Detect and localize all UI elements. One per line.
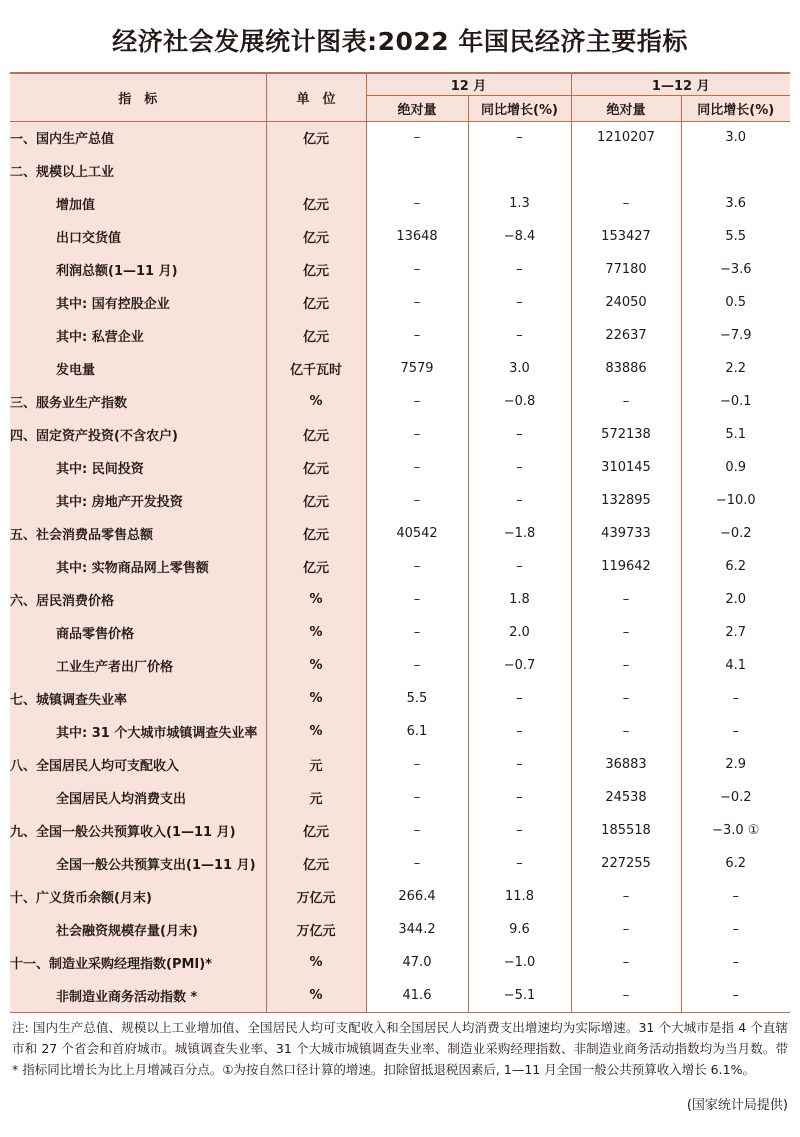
indicator-name: 出口交货值 [10, 220, 266, 253]
december-absolute-cell: 41.6 [366, 979, 468, 1012]
table-row [10, 682, 790, 715]
indicator-name: 五、社会消费品零售总额 [10, 517, 266, 550]
ytd-yoy-cell: −0.2 [681, 781, 790, 814]
december-absolute-cell: – [366, 847, 468, 880]
december-yoy-cell: – [468, 814, 571, 847]
indicator-name: 非制造业商务活动指数 * [10, 979, 266, 1012]
december-absolute-cell: – [366, 418, 468, 451]
ytd-absolute-cell: – [571, 913, 681, 946]
december-yoy-cell: – [468, 451, 571, 484]
table-row [10, 979, 790, 1012]
december-absolute-cell [366, 154, 468, 187]
ytd-absolute-cell: 22637 [571, 319, 681, 352]
table-row [10, 649, 790, 682]
unit-cell: % [266, 649, 366, 682]
ytd-yoy-cell: – [681, 880, 790, 913]
december-yoy-cell: 2.0 [468, 616, 571, 649]
december-yoy-cell: – [468, 781, 571, 814]
table-row [10, 517, 790, 550]
ytd-absolute-cell: 185518 [571, 814, 681, 847]
unit-cell: 万亿元 [266, 880, 366, 913]
december-yoy-cell: – [468, 847, 571, 880]
ytd-yoy-cell: 2.9 [681, 748, 790, 781]
table-row [10, 154, 790, 187]
ytd-absolute-cell: – [571, 583, 681, 616]
ytd-yoy-cell: 4.1 [681, 649, 790, 682]
ytd-absolute-cell: 572138 [571, 418, 681, 451]
ytd-absolute-cell: 1210207 [571, 121, 681, 154]
december-absolute-cell: 266.4 [366, 880, 468, 913]
ytd-absolute-cell: – [571, 979, 681, 1012]
december-yoy-cell: – [468, 121, 571, 154]
december-absolute-cell: 13648 [366, 220, 468, 253]
ytd-yoy-cell: 5.5 [681, 220, 790, 253]
ytd-yoy-cell: – [681, 946, 790, 979]
indicator-name: 九、全国一般公共预算收入(1—11 月) [10, 814, 266, 847]
table-row [10, 451, 790, 484]
ytd-yoy-cell: 2.7 [681, 616, 790, 649]
table-row [10, 583, 790, 616]
ytd-absolute-cell [571, 154, 681, 187]
indicator-name: 其中: 私营企业 [10, 319, 266, 352]
ytd-yoy-cell: 2.0 [681, 583, 790, 616]
ytd-yoy-cell: 5.1 [681, 418, 790, 451]
ytd-yoy-cell: −0.1 [681, 385, 790, 418]
unit-cell: 亿元 [266, 253, 366, 286]
december-absolute-cell: – [366, 484, 468, 517]
december-absolute-cell: – [366, 187, 468, 220]
indicator-name: 全国居民人均消费支出 [10, 781, 266, 814]
ytd-yoy-cell: 3.0 [681, 121, 790, 154]
december-absolute-cell: – [366, 451, 468, 484]
ytd-absolute-cell: – [571, 616, 681, 649]
ytd-yoy-cell: −0.2 [681, 517, 790, 550]
december-absolute-cell: – [366, 781, 468, 814]
december-yoy-cell: – [468, 418, 571, 451]
table-row [10, 715, 790, 748]
ytd-yoy-cell: 0.9 [681, 451, 790, 484]
december-absolute-cell: – [366, 616, 468, 649]
table-row [10, 484, 790, 517]
ytd-yoy-cell [681, 154, 790, 187]
ytd-absolute-cell: 439733 [571, 517, 681, 550]
december-yoy-cell: – [468, 682, 571, 715]
december-absolute-cell: – [366, 748, 468, 781]
unit-cell: 元 [266, 748, 366, 781]
december-yoy-cell: – [468, 748, 571, 781]
indicator-name: 四、固定资产投资(不含农户) [10, 418, 266, 451]
indicator-name: 社会融资规模存量(月末) [10, 913, 266, 946]
ytd-absolute-cell: – [571, 715, 681, 748]
december-absolute-cell: 344.2 [366, 913, 468, 946]
table-row [10, 880, 790, 913]
table-body [10, 121, 790, 1012]
header-ytd-yoy: 同比增长(%) [681, 95, 790, 121]
table-row [10, 220, 790, 253]
ytd-yoy-cell: 3.6 [681, 187, 790, 220]
table-row [10, 286, 790, 319]
indicator-name: 商品零售价格 [10, 616, 266, 649]
december-yoy-cell: 9.6 [468, 913, 571, 946]
december-yoy-cell: 1.3 [468, 187, 571, 220]
source-credit: (国家统计局提供) [686, 1098, 788, 1113]
ytd-yoy-cell: 0.5 [681, 286, 790, 319]
ytd-yoy-cell: −3.6 [681, 253, 790, 286]
december-yoy-cell: −1.8 [468, 517, 571, 550]
indicator-name: 十一、制造业采购经理指数(PMI)* [10, 946, 266, 979]
december-yoy-cell: −0.8 [468, 385, 571, 418]
december-yoy-cell: – [468, 550, 571, 583]
december-absolute-cell: – [366, 319, 468, 352]
ytd-yoy-cell: −10.0 [681, 484, 790, 517]
ytd-absolute-cell: – [571, 187, 681, 220]
ytd-absolute-cell: 24538 [571, 781, 681, 814]
december-yoy-cell: −1.0 [468, 946, 571, 979]
unit-cell: 亿元 [266, 319, 366, 352]
december-absolute-cell: – [366, 583, 468, 616]
ytd-absolute-cell: – [571, 682, 681, 715]
unit-cell: % [266, 583, 366, 616]
unit-cell: % [266, 616, 366, 649]
header-jan-dec: 1—12 月 [571, 73, 790, 95]
unit-cell: % [266, 385, 366, 418]
ytd-absolute-cell: 132895 [571, 484, 681, 517]
unit-cell: 亿元 [266, 286, 366, 319]
ytd-absolute-cell: – [571, 385, 681, 418]
december-yoy-cell: – [468, 715, 571, 748]
table-row [10, 385, 790, 418]
ytd-absolute-cell: 36883 [571, 748, 681, 781]
ytd-absolute-cell: 77180 [571, 253, 681, 286]
december-absolute-cell: – [366, 550, 468, 583]
table-row [10, 418, 790, 451]
ytd-absolute-cell: 24050 [571, 286, 681, 319]
indicator-name: 全国一般公共预算支出(1—11 月) [10, 847, 266, 880]
december-absolute-cell: – [366, 385, 468, 418]
ytd-absolute-cell: 119642 [571, 550, 681, 583]
ytd-absolute-cell: 310145 [571, 451, 681, 484]
indicator-name: 增加值 [10, 187, 266, 220]
indicator-name: 其中: 国有控股企业 [10, 286, 266, 319]
indicator-name: 利润总额(1—11 月) [10, 253, 266, 286]
december-absolute-cell: 7579 [366, 352, 468, 385]
unit-cell: % [266, 946, 366, 979]
indicator-name: 其中: 民间投资 [10, 451, 266, 484]
header-dec-absolute: 绝对量 [366, 95, 468, 121]
ytd-absolute-cell: – [571, 649, 681, 682]
december-yoy-cell: – [468, 484, 571, 517]
unit-cell: 亿元 [266, 451, 366, 484]
table-row [10, 352, 790, 385]
ytd-yoy-cell: −3.0 ① [681, 814, 790, 847]
december-absolute-cell: 40542 [366, 517, 468, 550]
ytd-yoy-cell: – [681, 913, 790, 946]
ytd-yoy-cell: 6.2 [681, 550, 790, 583]
december-yoy-cell: – [468, 286, 571, 319]
indicator-table [10, 72, 790, 1013]
table-row [10, 187, 790, 220]
unit-cell: 亿元 [266, 814, 366, 847]
december-yoy-cell: 11.8 [468, 880, 571, 913]
table-row [10, 616, 790, 649]
footnote: 注: 国内生产总值、规模以上工业增加值、全国居民人均可支配收入和全国居民人均消费支出增速均为实际增速。31 个大城市是指 4 个直辖市和 27 个省会和首府城市。城镇调查失业率、31 个大城市城镇调查失业率、制造业采购经理指数、非制造业商务活动指数均为当月数。带 * 指标同比增长为比上月增减百分点。①为按自然口径计算的增速。扣除留抵退税因素后, 1—11 月全国一般公共预算收入增长 6.1%。 [12, 1020, 788, 1077]
december-yoy-cell: −8.4 [468, 220, 571, 253]
indicator-name: 其中: 房地产开发投资 [10, 484, 266, 517]
unit-cell: % [266, 715, 366, 748]
ytd-yoy-cell: 6.2 [681, 847, 790, 880]
unit-cell: 亿千瓦时 [266, 352, 366, 385]
indicator-name: 八、全国居民人均可支配收入 [10, 748, 266, 781]
indicator-name: 一、国内生产总值 [10, 121, 266, 154]
december-yoy-cell: −0.7 [468, 649, 571, 682]
ytd-absolute-cell: 153427 [571, 220, 681, 253]
indicator-name: 七、城镇调查失业率 [10, 682, 266, 715]
ytd-yoy-cell: – [681, 979, 790, 1012]
header-december: 12 月 [366, 73, 571, 95]
header-unit: 单 位 [266, 73, 366, 121]
unit-cell: 亿元 [266, 517, 366, 550]
indicator-name: 十、广义货币余额(月末) [10, 880, 266, 913]
unit-cell: 万亿元 [266, 913, 366, 946]
unit-cell: 亿元 [266, 847, 366, 880]
ytd-absolute-cell: 83886 [571, 352, 681, 385]
december-yoy-cell [468, 154, 571, 187]
december-absolute-cell: – [366, 121, 468, 154]
table-row [10, 121, 790, 154]
december-yoy-cell: 1.8 [468, 583, 571, 616]
table-row [10, 847, 790, 880]
table-row [10, 319, 790, 352]
indicator-name: 发电量 [10, 352, 266, 385]
december-absolute-cell: – [366, 253, 468, 286]
ytd-yoy-cell: – [681, 715, 790, 748]
ytd-absolute-cell: – [571, 880, 681, 913]
table-row [10, 946, 790, 979]
december-yoy-cell: −5.1 [468, 979, 571, 1012]
table-row [10, 781, 790, 814]
december-absolute-cell: 6.1 [366, 715, 468, 748]
unit-cell [266, 154, 366, 187]
indicator-name: 工业生产者出厂价格 [10, 649, 266, 682]
ytd-yoy-cell: −7.9 [681, 319, 790, 352]
december-yoy-cell: 3.0 [468, 352, 571, 385]
december-absolute-cell: 47.0 [366, 946, 468, 979]
ytd-absolute-cell: – [571, 946, 681, 979]
december-yoy-cell: – [468, 319, 571, 352]
indicator-name: 三、服务业生产指数 [10, 385, 266, 418]
table-row [10, 814, 790, 847]
page-title: 经济社会发展统计图表:2022 年国民经济主要指标 [112, 27, 688, 56]
unit-cell: % [266, 979, 366, 1012]
ytd-yoy-cell: – [681, 682, 790, 715]
indicator-name: 二、规模以上工业 [10, 154, 266, 187]
unit-cell: 亿元 [266, 220, 366, 253]
table-row [10, 913, 790, 946]
table-row [10, 550, 790, 583]
ytd-absolute-cell: 227255 [571, 847, 681, 880]
unit-cell: 亿元 [266, 550, 366, 583]
december-absolute-cell: 5.5 [366, 682, 468, 715]
header-ytd-absolute: 绝对量 [571, 95, 681, 121]
header-indicator: 指 标 [10, 73, 266, 121]
unit-cell: 亿元 [266, 484, 366, 517]
december-absolute-cell: – [366, 814, 468, 847]
unit-cell: 元 [266, 781, 366, 814]
december-absolute-cell: – [366, 649, 468, 682]
table-row [10, 748, 790, 781]
indicator-name: 六、居民消费价格 [10, 583, 266, 616]
unit-cell: 亿元 [266, 121, 366, 154]
unit-cell: 亿元 [266, 418, 366, 451]
december-yoy-cell: – [468, 253, 571, 286]
table-row [10, 253, 790, 286]
december-absolute-cell: – [366, 286, 468, 319]
unit-cell: 亿元 [266, 187, 366, 220]
indicator-name: 其中: 31 个大城市城镇调查失业率 [10, 715, 266, 748]
unit-cell: % [266, 682, 366, 715]
ytd-yoy-cell: 2.2 [681, 352, 790, 385]
header-dec-yoy: 同比增长(%) [468, 95, 571, 121]
indicator-name: 其中: 实物商品网上零售额 [10, 550, 266, 583]
